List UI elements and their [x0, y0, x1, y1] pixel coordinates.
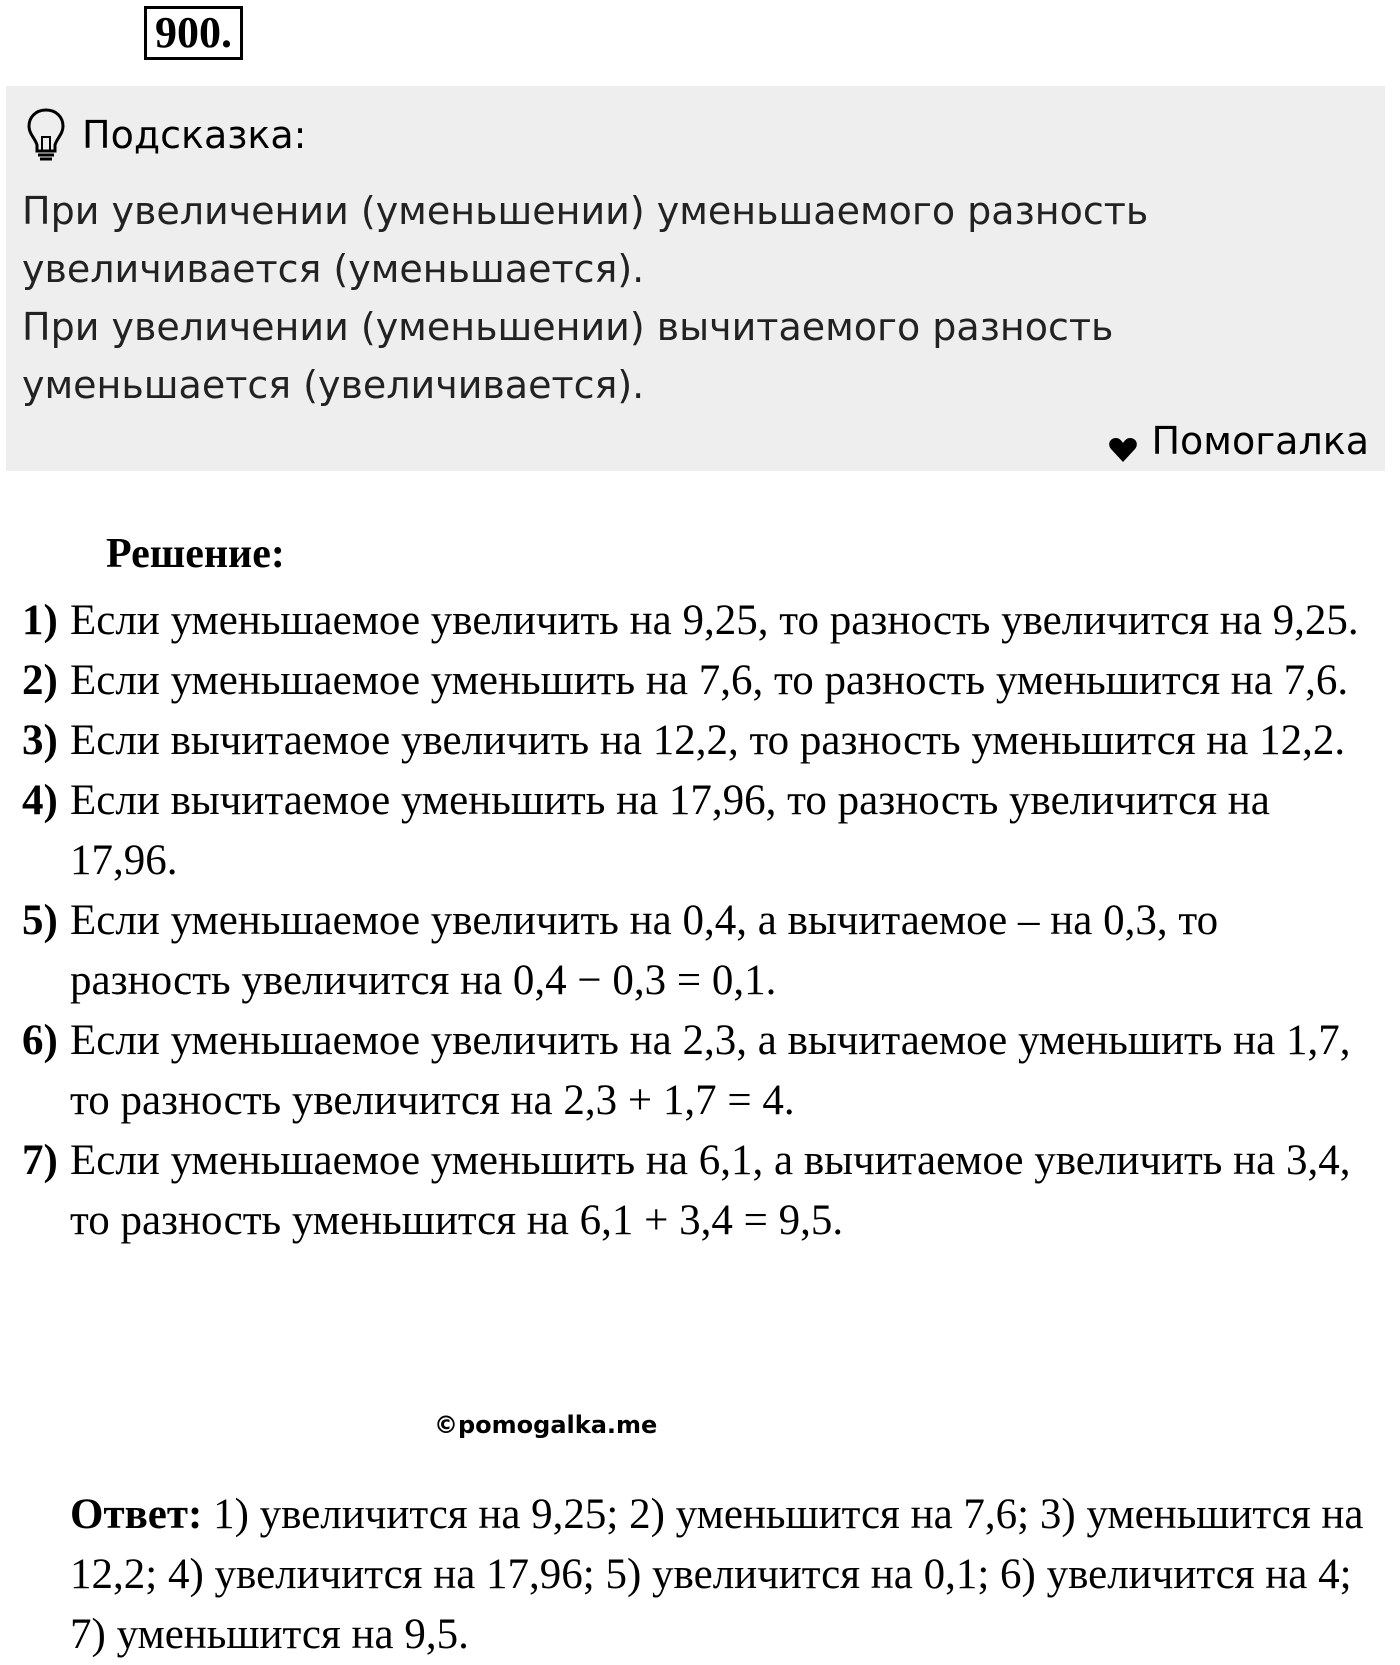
step-text: Если уменьшаемое уменьшить на 7,6, то разность уменьшится на 7,6. — [70, 657, 1349, 704]
heart-icon — [1109, 428, 1137, 454]
solution-title: Решение: — [106, 531, 285, 577]
hint-header — [26, 100, 306, 170]
step-number: 7) — [22, 1137, 58, 1184]
step-number: 6) — [22, 1017, 58, 1064]
solution-step — [22, 651, 1382, 711]
step-text: Если уменьшаемое увеличить на 0,4, а вычитаемое – на 0,3, то разность увеличится на 0,4 − 0,3 = 0,1. — [70, 897, 1219, 1004]
solution-step — [22, 891, 1382, 1011]
watermark: ©pomogalka.me — [434, 1411, 658, 1439]
hint-paragraph: При увеличении (уменьшении) уменьшаемого разность увеличивается (уменьшается). — [22, 189, 1149, 291]
hint-paragraph: При увеличении (уменьшении) вычитаемого разность уменьшается (увеличивается). — [22, 305, 1114, 407]
step-text: Если уменьшаемое уменьшить на 6,1, а вычитаемое увеличить на 3,4, то разность уменьшится на 6,1 + 3,4 = 9,5. — [70, 1137, 1351, 1244]
step-number: 1) — [22, 597, 58, 644]
solution-step — [22, 771, 1382, 891]
hint-title: Подсказка: — [82, 113, 307, 157]
task-number: 900. — [144, 6, 243, 60]
solution-step — [22, 1011, 1382, 1131]
step-number: 3) — [22, 717, 58, 764]
step-text: Если уменьшаемое увеличить на 9,25, то разность увеличится на 9,25. — [70, 597, 1359, 644]
hint-text — [22, 182, 1372, 414]
solution-step — [22, 1131, 1382, 1251]
step-number: 2) — [22, 657, 58, 704]
answer-block — [70, 1485, 1370, 1665]
hint-source — [1109, 419, 1369, 463]
solution-list — [22, 591, 1382, 1251]
hint-box — [6, 86, 1385, 471]
hint-source-label: Помогалка — [1151, 419, 1369, 463]
answer-label: Ответ: — [70, 1491, 203, 1538]
solution-step — [22, 591, 1382, 651]
step-text: Если уменьшаемое увеличить на 2,3, а вычитаемое уменьшить на 1,7, то разность увеличится на 2,3 + 1,7 = 4. — [70, 1017, 1351, 1124]
step-text: Если вычитаемое уменьшить на 17,96, то разность увеличится на 17,96. — [70, 777, 1270, 884]
step-number: 5) — [22, 897, 58, 944]
answer-text: 1) увеличится на 9,25; 2) уменьшится на 7,6; 3) уменьшится на 12,2; 4) увеличится на 17,96; 5) увеличится на 0,1; 6) увеличится на 4; 7) уменьшится на 9,5. — [70, 1491, 1364, 1658]
step-text: Если вычитаемое увеличить на 12,2, то разность уменьшится на 12,2. — [70, 717, 1346, 764]
lightbulb-icon — [26, 107, 66, 163]
solution-step — [22, 711, 1382, 771]
step-number: 4) — [22, 777, 58, 824]
